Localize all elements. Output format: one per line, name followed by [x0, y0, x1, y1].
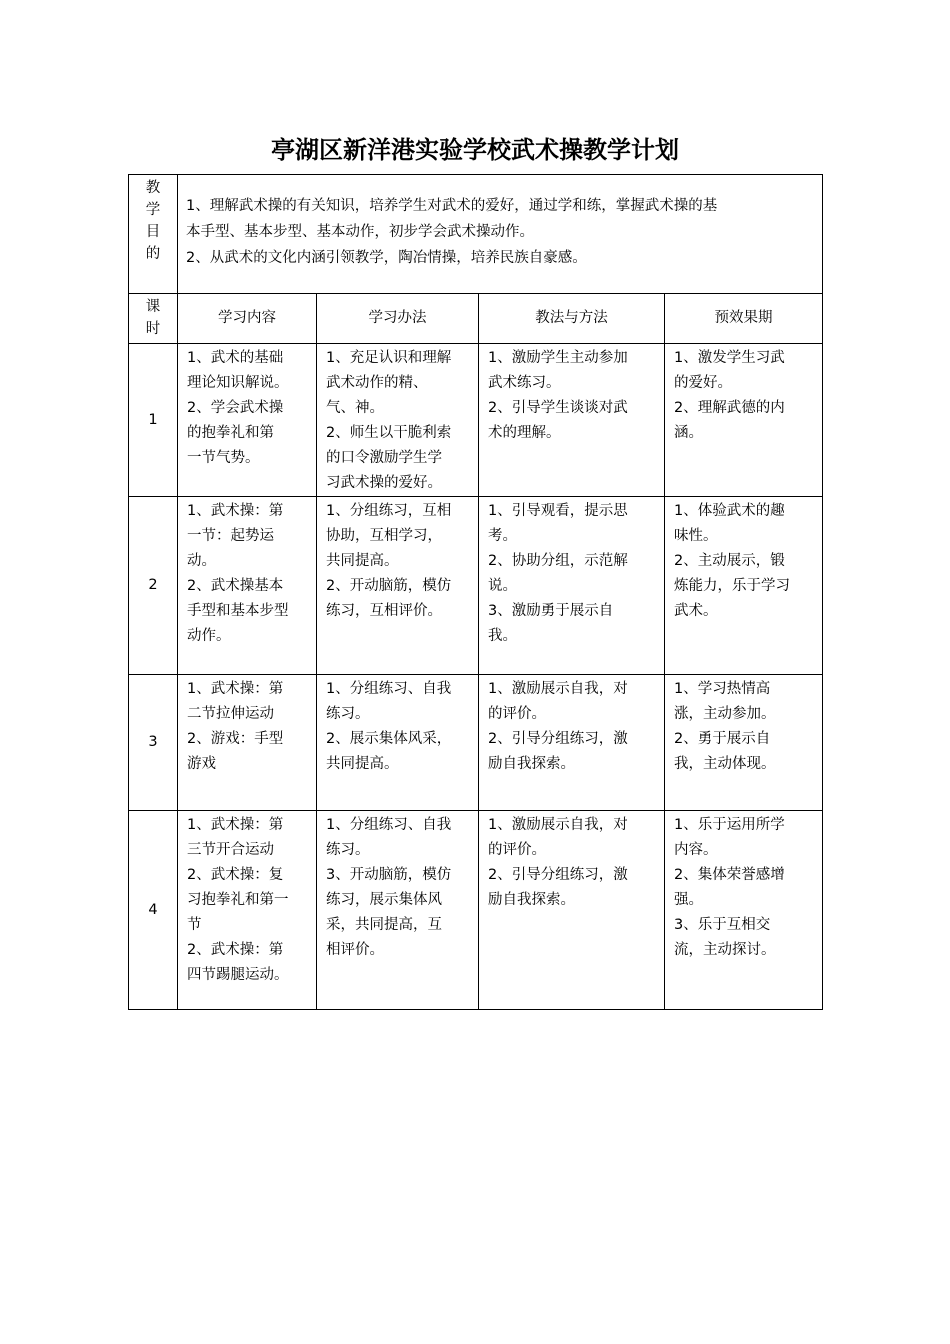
cell-line: 1、体验武术的趣	[674, 503, 785, 519]
cell-line: 游戏	[187, 756, 216, 772]
cell-line: 武术动作的精、	[326, 375, 428, 391]
cell-line: 共同提高。	[326, 553, 399, 569]
cell-line: 练习，互相评价。	[326, 603, 442, 619]
cell-line: 考。	[488, 528, 517, 544]
cell-line: 1、分组练习、自我	[326, 681, 452, 697]
cell-line: 内容。	[674, 842, 718, 858]
cell-line: 一节气势。	[187, 450, 260, 466]
cell-line: 2、集体荣誉感增	[674, 867, 785, 883]
content-cell	[178, 344, 317, 497]
teaching-cell	[479, 675, 665, 811]
lesson-label-char: 时	[145, 321, 161, 337]
cell-line: 2、师生以干脆利索	[326, 425, 452, 441]
cell-line: 武术练习。	[488, 375, 561, 391]
cell-line: 理论知识解说。	[187, 375, 289, 391]
cell-line: 流，主动探讨。	[674, 942, 776, 958]
page-title: 亭湖区新洋港实验学校武术操教学计划	[271, 136, 679, 164]
cell-line: 我。	[488, 628, 517, 644]
cell-line: 练习。	[326, 706, 370, 722]
cell-line: 2、开动脑筋，模仿	[326, 578, 452, 594]
lesson-number: 3	[129, 675, 178, 811]
content-cell	[178, 675, 317, 811]
cell-line: 的爱好。	[674, 375, 732, 391]
cell-line: 2、引导分组练习，激	[488, 731, 628, 747]
cell-line: 涨，主动参加。	[674, 706, 776, 722]
cell-line: 1、分组练习、自我	[326, 817, 452, 833]
method-cell	[317, 497, 479, 675]
cell-line: 2、学会武术操	[187, 400, 284, 416]
cell-line: 1、武术操：第	[187, 817, 284, 833]
cell-line: 气、神。	[326, 400, 384, 416]
cell-line: 二节拉伸运动	[187, 706, 274, 722]
header-method: 学习办法	[317, 294, 479, 344]
cell-line: 武术。	[674, 603, 718, 619]
cell-line: 习武术操的爱好。	[326, 475, 442, 491]
cell-line: 练习，展示集体风	[326, 892, 442, 908]
cell-line: 的评价。	[488, 842, 546, 858]
content-cell	[178, 497, 317, 675]
goals-label-cell	[129, 175, 178, 294]
goals-label-char: 学	[145, 202, 161, 218]
cell-line: 励自我探索。	[488, 756, 575, 772]
effect-cell	[665, 675, 823, 811]
cell-line: 味性。	[674, 528, 718, 544]
cell-line: 励自我探索。	[488, 892, 575, 908]
goals-row	[129, 175, 823, 294]
lesson-number: 4	[129, 811, 178, 1010]
cell-line: 3、开动脑筋，模仿	[326, 867, 452, 883]
goals-label-char: 教	[145, 180, 161, 196]
goals-text-cell	[178, 175, 823, 294]
cell-line: 手型和基本步型	[187, 603, 289, 619]
cell-line: 2、勇于展示自	[674, 731, 771, 747]
cell-line: 1、引导观看，提示思	[488, 503, 628, 519]
cell-line: 节	[187, 917, 202, 933]
cell-line: 协助，互相学习，	[326, 528, 442, 544]
lesson-label-cell	[129, 294, 178, 344]
cell-line: 2、协助分组，示范解	[488, 553, 628, 569]
cell-line: 1、激励展示自我，对	[488, 681, 628, 697]
cell-line: 2、主动展示，锻	[674, 553, 785, 569]
cell-line: 相评价。	[326, 942, 384, 958]
cell-line: 2、武术操基本	[187, 578, 284, 594]
cell-line: 动作。	[187, 628, 231, 644]
cell-line: 1、乐于运用所学	[674, 817, 785, 833]
cell-line: 炼能力，乐于学习	[674, 578, 790, 594]
goal-line: 本手型、基本步型、基本动作，初步学会武术操动作。	[186, 224, 534, 240]
cell-line: 共同提高。	[326, 756, 399, 772]
method-cell	[317, 675, 479, 811]
method-cell	[317, 344, 479, 497]
teaching-plan-table	[128, 174, 823, 1010]
cell-line: 的口令激励学生学	[326, 450, 442, 466]
cell-line: 习抱拳礼和第一	[187, 892, 289, 908]
cell-line: 2、引导分组练习，激	[488, 867, 628, 883]
cell-line: 强。	[674, 892, 703, 908]
header-teaching: 教法与方法	[479, 294, 665, 344]
cell-line: 四节踢腿运动。	[187, 967, 289, 983]
cell-line: 1、学习热情高	[674, 681, 771, 697]
cell-line: 1、激励学生主动参加	[488, 350, 628, 366]
lesson-label-char: 课	[145, 299, 161, 315]
cell-line: 2、武术操：复	[187, 867, 284, 883]
effect-cell	[665, 497, 823, 675]
cell-line: 的抱拳礼和第	[187, 425, 274, 441]
cell-line: 术的理解。	[488, 425, 561, 441]
cell-line: 1、激发学生习武	[674, 350, 785, 366]
cell-line: 3、乐于互相交	[674, 917, 771, 933]
table-row	[129, 675, 823, 811]
table-row	[129, 497, 823, 675]
effect-cell	[665, 811, 823, 1010]
teaching-cell	[479, 497, 665, 675]
cell-line: 三节开合运动	[187, 842, 274, 858]
goals-label-char: 的	[145, 246, 161, 262]
cell-line: 动。	[187, 553, 216, 569]
cell-line: 采，共同提高，互	[326, 917, 442, 933]
cell-line: 1、武术操：第	[187, 503, 284, 519]
cell-line: 一节：起势运	[187, 528, 274, 544]
cell-line: 练习。	[326, 842, 370, 858]
teaching-cell	[479, 811, 665, 1010]
cell-line: 涵。	[674, 425, 703, 441]
header-content: 学习内容	[178, 294, 317, 344]
table-row	[129, 811, 823, 1010]
goal-line: 1、理解武术操的有关知识，培养学生对武术的爱好，通过学和练，掌握武术操的基	[186, 198, 718, 214]
cell-line: 3、激励勇于展示自	[488, 603, 614, 619]
lesson-number: 1	[129, 344, 178, 497]
lesson-number: 2	[129, 497, 178, 675]
cell-line: 2、理解武德的内	[674, 400, 785, 416]
table-row	[129, 344, 823, 497]
cell-line: 1、分组练习，互相	[326, 503, 452, 519]
content-cell	[178, 811, 317, 1010]
cell-line: 1、武术操：第	[187, 681, 284, 697]
goal-line: 2、从武术的文化内涵引领教学，陶冶情操，培养民族自豪感。	[186, 250, 587, 266]
cell-line: 2、展示集体风采，	[326, 731, 452, 747]
method-cell	[317, 811, 479, 1010]
cell-line: 我，主动体现。	[674, 756, 776, 772]
cell-line: 1、充足认识和理解	[326, 350, 452, 366]
goals-label-char: 目	[145, 224, 161, 240]
cell-line: 2、武术操：第	[187, 942, 284, 958]
cell-line: 的评价。	[488, 706, 546, 722]
cell-line: 1、激励展示自我，对	[488, 817, 628, 833]
cell-line: 2、游戏：手型	[187, 731, 284, 747]
cell-line: 说。	[488, 578, 517, 594]
cell-line: 2、引导学生谈谈对武	[488, 400, 628, 416]
header-effect: 预效果期	[665, 294, 823, 344]
cell-line: 1、武术的基础	[187, 350, 284, 366]
effect-cell	[665, 344, 823, 497]
teaching-cell	[479, 344, 665, 497]
header-row	[129, 294, 823, 344]
